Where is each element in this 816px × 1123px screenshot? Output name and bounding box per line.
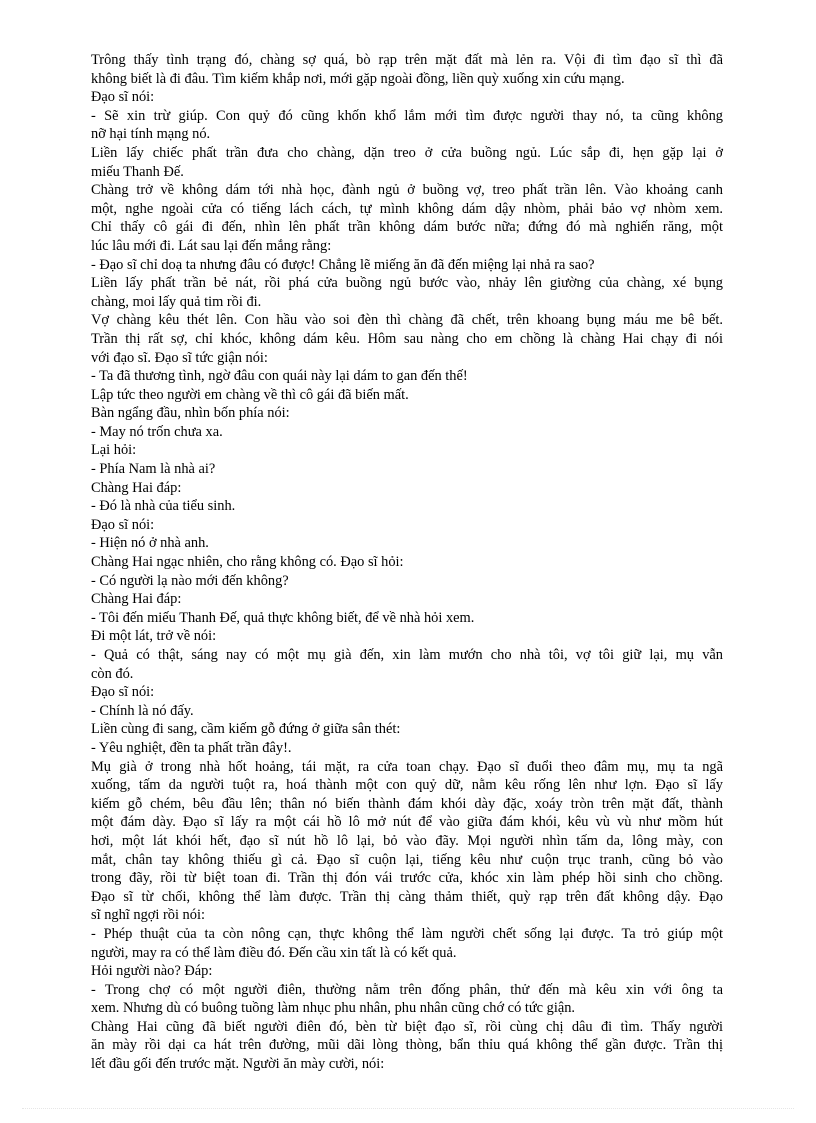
text-line: trong đãy, rồi từ biệt toan đi. Trần thị đón vái trước cửa, khóc xin làm phép hồi sinh cho chồng. [91, 870, 723, 887]
text-line: nỡ hại tính mạng nó. [91, 126, 211, 143]
text-line: - May nó trốn chưa xa. [91, 423, 223, 440]
text-line: Đi một lát, trở về nói: [91, 628, 217, 645]
text-line: Hỏi người nào? Đáp: [91, 963, 213, 980]
text-line: Chỉ thấy cô gái đi đến, nhìn lên phất trần không dám bước nữa; đứng đó mà nghiến răng, một [91, 219, 723, 236]
text-line: Đạo sĩ nói: [91, 516, 155, 533]
text-line: Chàng Hai ngạc nhiên, cho rằng không có. Đạo sĩ hỏi: [91, 554, 404, 571]
document-page [91, 51, 723, 1074]
text-line: Liền cùng đi sang, cầm kiếm gỗ đứng ở giữa sân thét: [91, 721, 401, 738]
text-line: Liền lấy phất trần bẻ nát, rồi phá cửa buồng ngủ bước vào, nhảy lên giường của chàng, xé bụng [91, 275, 723, 292]
text-line: mắt, chân tay không thiếu gì cả. Đạo sĩ cuộn lại, tiếng kêu như cuộn trục tranh, cũng bỏ vào [91, 851, 723, 868]
text-line: Trần thị rất sợ, chỉ khóc, không dám kêu. Hôm sau nàng cho em chồng là chàng Hai chạy đi nói [91, 330, 723, 347]
text-line: Chàng Hai đáp: [91, 591, 182, 608]
text-line: sĩ nghĩ ngợi rồi nói: [91, 907, 205, 924]
text-line: kiếm gỗ chém, bêu đầu lên; thân nó biến thành đám khói dày đặc, xoáy tròn trên mặt đất, thành [91, 795, 723, 812]
text-line: lết đầu gối đến trước mặt. Người ăn mày cười, nói: [91, 1056, 385, 1073]
text-line: - Tôi đến miếu Thanh Đế, quả thực không biết, để về nhà hỏi xem. [91, 609, 475, 626]
text-line: một, nghe ngoài cửa có tiếng lách cách, tự mình không dám dậy nhòm, phải bảo vợ nhòm xem. [91, 200, 723, 217]
text-line: còn đó. [91, 665, 134, 682]
text-line: Mụ già ở trong nhà hốt hoảng, tái mặt, ra cửa toan chạy. Đạo sĩ đuổi theo đâm mụ, mụ ta ngã [91, 758, 723, 775]
text-line: miếu Thanh Đế. [91, 163, 184, 180]
text-line: - Có người lạ nào mới đến không? [91, 572, 289, 589]
text-line: không biết là đi đâu. Tìm kiếm khắp nơi, mới gặp ngoài đồng, liền quỳ xuống xin cứu mạng. [91, 70, 625, 87]
text-line: người, may ra có thể làm điều đó. Đến cầu xin tất là có kết quả. [91, 944, 457, 961]
text-line: lúc lâu mới đi. Lát sau lại đến mắng rằng: [91, 237, 332, 254]
text-line: Vợ chàng kêu thét lên. Con hầu vào soi đèn thì chàng đã chết, trên khoang bụng máu me bê bết. [91, 312, 723, 329]
text-line: Lại hỏi: [91, 442, 137, 459]
text-line: - Đạo sĩ chỉ doạ ta nhưng đâu có được! Chẳng lẽ miếng ăn đã đến miệng lại nhả ra sao? [91, 256, 595, 273]
text-line: Đạo sĩ nói: [91, 89, 155, 106]
text-line: một đám dày. Đạo sĩ lấy ra một cái hồ lô mở nút để vào giữa đám khói, kêu vù vù như mồm hút [91, 814, 723, 831]
text-line: hơi, một lát khói hết, đạo sĩ nút hồ lô lại, bỏ vào đãy. Mọi người nhìn tấm da, lông mày, con [91, 832, 723, 849]
text-line: - Phía Nam là nhà ai? [91, 461, 216, 478]
text-line: Đạo sĩ từ chối, không thể làm được. Trần thị càng thảm thiết, quỳ rạp trên đất không dậy. Đạo [91, 888, 723, 905]
text-line: - Yêu nghiệt, đền ta phất trần đây!. [91, 739, 292, 756]
text-line: - Ta đã thương tình, ngờ đâu con quái này lại dám to gan đến thế! [91, 368, 468, 385]
text-line: Chàng Hai cũng đã biết người điên đó, bèn từ biệt đạo sĩ, rồi cùng chị dâu đi tìm. Thấy người [91, 1018, 723, 1035]
text-line: chàng, moi lấy quả tim rồi đi. [91, 293, 262, 310]
text-line: Chàng Hai đáp: [91, 479, 182, 496]
text-line: - Đó là nhà của tiểu sinh. [91, 498, 236, 515]
text-line: Lập tức theo người em chàng về thì cô gái đã biến mất. [91, 386, 409, 403]
text-line: - Hiện nó ở nhà anh. [91, 535, 209, 552]
text-line: Đạo sĩ nói: [91, 684, 155, 701]
text-line: với đạo sĩ. Đạo sĩ tức giận nói: [91, 349, 268, 366]
page-border [22, 1108, 794, 1109]
text-line: Liền lấy chiếc phất trần đưa cho chàng, dặn treo ở cửa buồng ngủ. Lúc sắp đi, hẹn gặp lại ở [91, 144, 723, 161]
text-line: - Phép thuật của ta còn nông cạn, thực không thể làm người chết sống lại được. Ta trỏ giúp một [91, 925, 723, 942]
text-line: ăn mày rồi dại ca hát trên đường, mũi dãi lòng thòng, bẩn thỉu quá không thể gần được. Trần thị [91, 1037, 723, 1054]
text-line: - Chính là nó đấy. [91, 702, 194, 719]
text-line: Bàn ngẩng đầu, nhìn bốn phía nói: [91, 405, 290, 422]
text-line: Trông thấy tình trạng đó, chàng sợ quá, bò rạp trên mặt đất mà lẻn ra. Vội đi tìm đạo sĩ thì đã [91, 52, 723, 68]
text-line: - Trong chợ có một người điên, thường nằm trên đống phân, thử đến mà kêu xin với ông ta [91, 981, 723, 998]
text-line: - Quả có thật, sáng nay có một mụ già đến, xin làm mướn cho nhà tôi, vợ tôi giữ lại, mụ vẫn [91, 647, 723, 663]
text-line: xuống, tấm da người tuột ra, hoá thành một con quỷ dữ, nằm kêu rống lên như lợn. Đạo sĩ lấy [91, 777, 723, 794]
text-line: - Sẽ xin trừ giúp. Con quỷ đó cũng khốn khổ lắm mới tìm được người thay nó, ta cũng không [91, 107, 723, 124]
text-line: Chàng trở về không dám tới nhà học, đành ngủ ở buồng vợ, treo phất trần lên. Vào khoảng canh [91, 182, 723, 199]
text-line: xem. Nhưng dù có buông tuồng làm nhục phu nhân, phu nhân cũng chớ có tức giận. [91, 1000, 576, 1017]
